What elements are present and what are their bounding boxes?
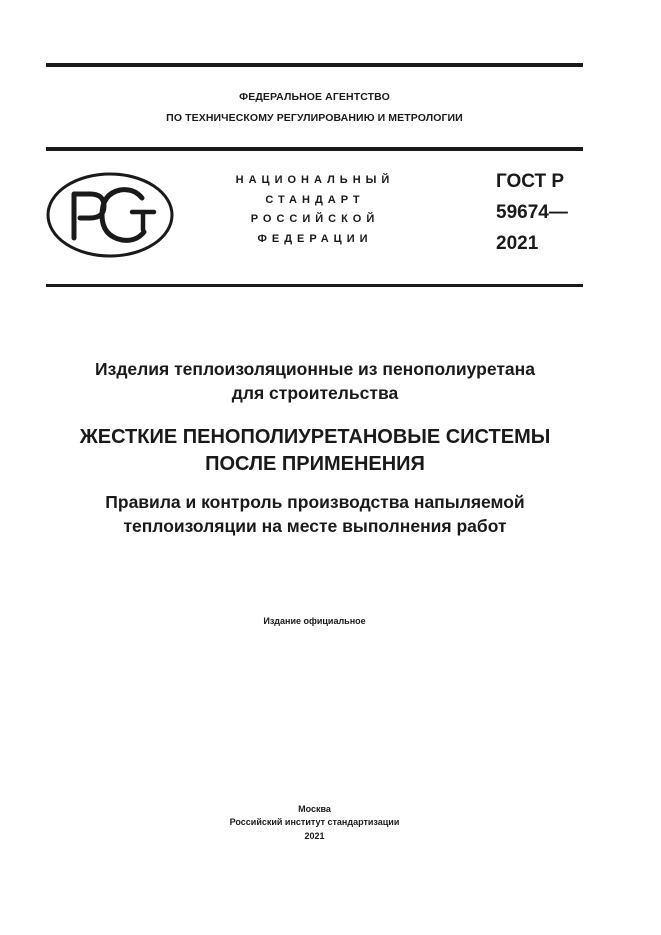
title-line-1: Изделия теплоизоляционные из пенополиуретана [95, 359, 535, 379]
document-subtitle [40, 490, 590, 538]
standard-type-line-2: СТАНДАРТ [265, 194, 365, 206]
top-rule [46, 63, 583, 67]
header-rule [46, 147, 583, 151]
gost-line-2: 59674— [496, 202, 568, 223]
standard-type-line-4: ФЕДЕРАЦИИ [257, 233, 373, 245]
footer-city: Москва [298, 804, 331, 814]
logo-section-rule [46, 284, 583, 287]
standard-type-line-1: НАЦИОНАЛЬНЫЙ [235, 174, 395, 186]
main-title-line-1: ЖЕСТКИЕ ПЕНОПОЛИУРЕТАНОВЫЕ СИСТЕМЫ [79, 426, 551, 448]
edition-label: Издание официальное [263, 616, 366, 626]
gost-designation [496, 166, 568, 259]
subtitle-line-1: Правила и контроль производства напыляемой [105, 492, 525, 512]
footer-year: 2021 [304, 831, 325, 841]
gost-line-1: ГОСТ Р [496, 171, 565, 192]
document-main-title [40, 424, 590, 478]
subtitle-line-2: теплоизоляции на месте выполнения работ [123, 516, 507, 536]
title-line-2: для строительства [231, 383, 399, 403]
rst-logo [46, 172, 176, 258]
document-title [40, 357, 590, 405]
footer-publisher: Российский институт стандартизации [229, 817, 400, 827]
rst-certification-mark-icon [46, 172, 176, 258]
agency-line-1: ФЕДЕРАЛЬНОЕ АГЕНТСТВО [239, 91, 390, 103]
main-title-line-2: ПОСЛЕ ПРИМЕНЕНИЯ [205, 453, 425, 475]
standard-type-line-3: РОССИЙСКОЙ [250, 213, 380, 225]
gost-line-3: 2021 [496, 233, 539, 254]
agency-line-2: ПО ТЕХНИЧЕСКОМУ РЕГУЛИРОВАНИЮ И МЕТРОЛОГИИ [166, 112, 463, 124]
